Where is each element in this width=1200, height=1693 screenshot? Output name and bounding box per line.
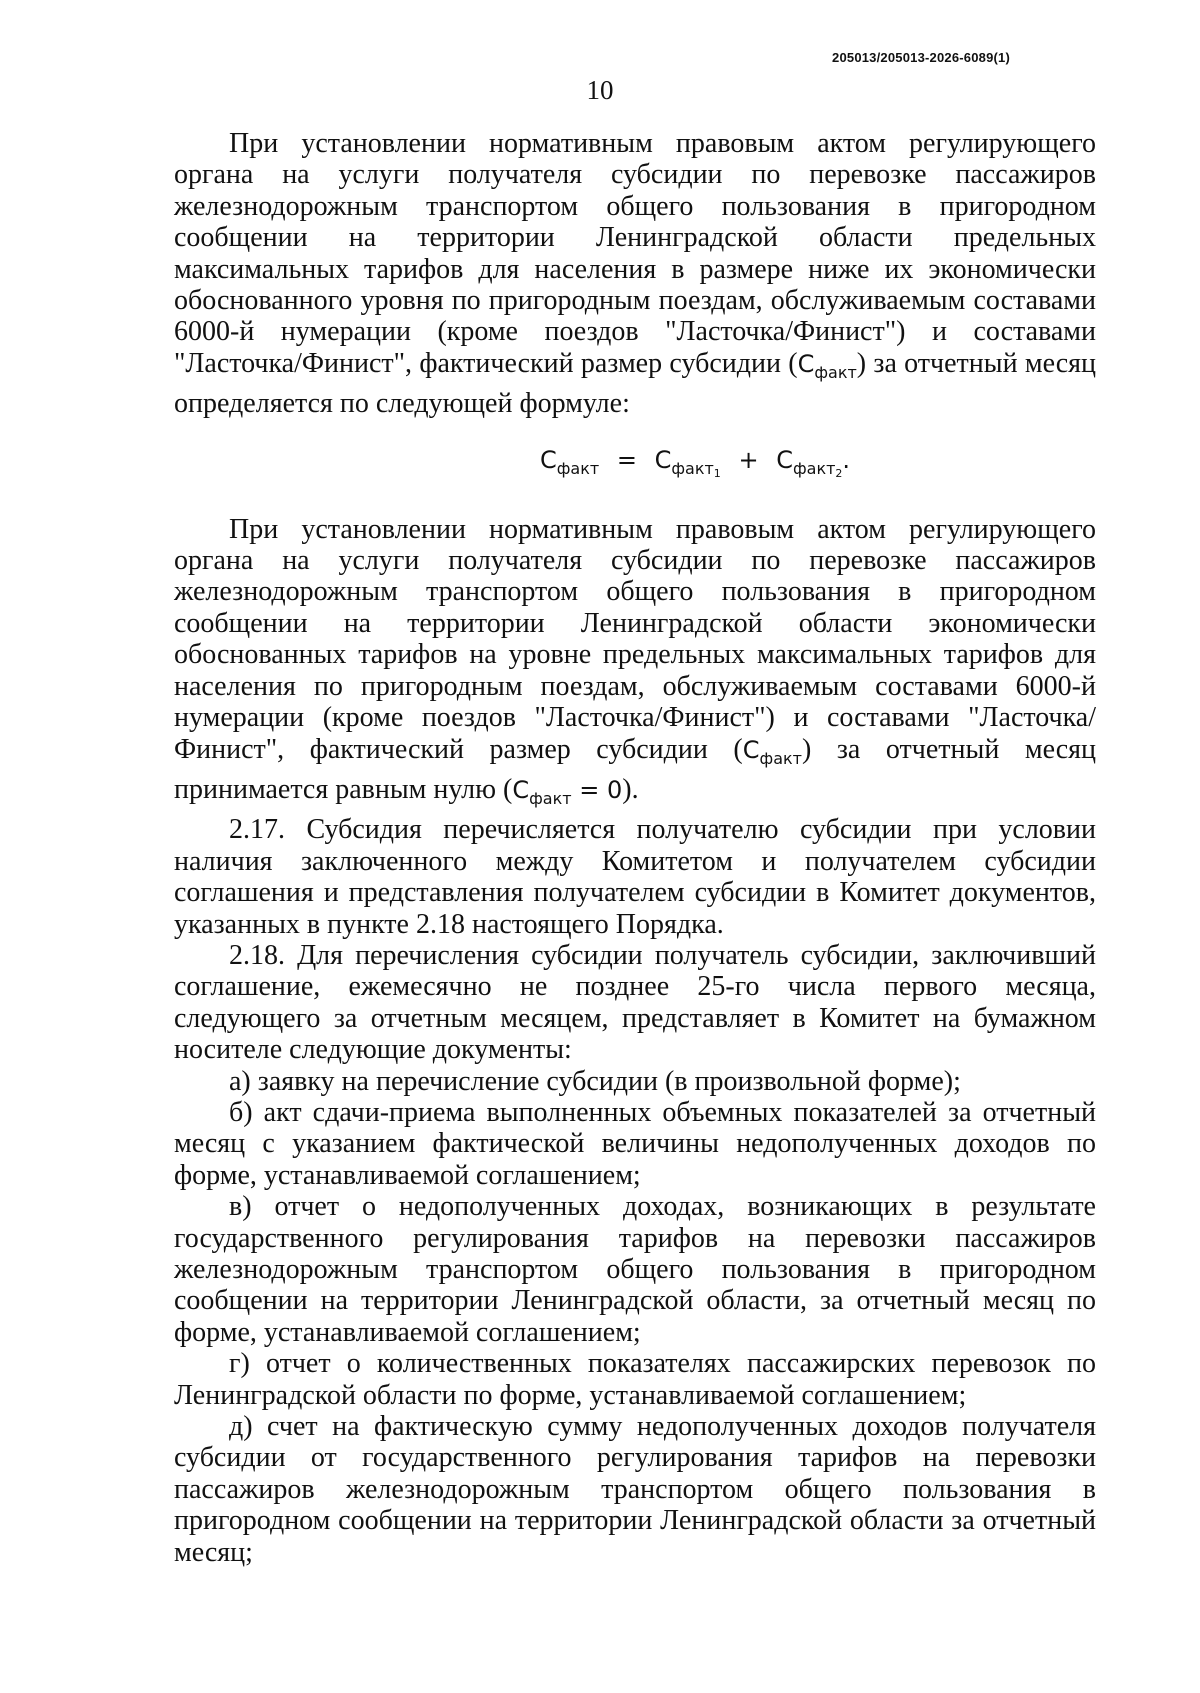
formula-c-fact-2: $С_{факт2}$	[776, 445, 843, 480]
page-number: 10	[586, 75, 614, 105]
paragraph-2-17: 2.17. Субсидия перечисляется получателю субсидии при условии наличия заключенного между Комитетом и получателем субсидии соглашения и представления получателем субсидии в Комитет документов, указанных в пункте 2.18 настоящего Порядка.	[174, 814, 1096, 940]
formula-dot: .	[842, 445, 851, 474]
list-item-a: а) заявку на перечисление субсидии (в произвольной форме);	[229, 1065, 961, 1097]
list-item-v: в) отчет о недополученных доходах, возникающих в результате государственного регулирования тарифов на перевозки пассажиров железнодорожным транспортом общего пользования в пригородном сообщении на территории Ленинградской области, за отчетный месяц по форме, устанавливаемой соглашением;	[174, 1191, 1096, 1348]
subsidy-formula	[174, 440, 1096, 494]
document-body	[174, 128, 1096, 1568]
formula-c-fact: $С_{факт}$	[539, 445, 600, 478]
paragraph-tariff-below-cost	[174, 128, 1096, 420]
paragraph-text: ) за отчетный месяц принимается равным нулю (	[174, 733, 1096, 805]
paragraph-text: ).	[622, 773, 639, 805]
document-id: 205013/205013-2026-6089(1)	[832, 50, 1010, 65]
paragraph-text: При установлении нормативным правовым актом регулирующего органа на услуги получателя субсидии по перевозке пассажиров железнодорожным транспортом общего пользования в пригородном сообщении на территории Ленинградской области предельных максимальных тарифов для населения в размере ниже их экономически обоснованного уровня по пригородным поездам, обслуживаемым составами 6000-й нумерации (кроме поездов "Ласточка/Финист") и составами "Ласточка/Финист", фактический размер субсидии (	[174, 128, 1096, 379]
list-item-g: г) отчет о количественных показателях пассажирских перевозок по Ленинградской области по форме, устанавливаемой соглашением;	[174, 1348, 1096, 1411]
paragraph-tariff-at-limit	[174, 514, 1096, 815]
symbol-c-fact: $С_{факт}$	[742, 735, 802, 768]
formula-c-fact-1: $С_{факт1}$	[654, 445, 721, 480]
formula-equals: =	[616, 445, 637, 474]
symbol-c-fact: $С_{факт}$	[797, 349, 857, 382]
paragraph-text: При установлении нормативным правовым актом регулирующего органа на услуги получателя субсидии по перевозке пассажиров железнодорожным транспортом общего пользования в пригородном сообщении на территории Ленинградской области экономически обоснованных тарифов на уровне предельных максимальных тарифов для населения по пригородным поездам, обслуживаемым составами 6000-й нумерации (кроме поездов "Ласточка/Финист") и составами "Ласточка/Финист", фактический размер субсидии (	[174, 513, 1096, 765]
symbol-c-fact-zero: $С_{факт} = 0$	[512, 775, 623, 808]
paragraph-2-18: 2.18. Для перечисления субсидии получатель субсидии, заключивший соглашение, ежемесячно не позднее 25-го числа первого месяца, следующего за отчетным месяцем, представляет в Комитет на бумажном носителе следующие документы:	[174, 939, 1096, 1066]
list-item-b: б) акт сдачи-приема выполненных объемных показателей за отчетный месяц с указанием фактической величины недополученных доходов по форме, устанавливаемой соглашением;	[174, 1096, 1096, 1191]
formula-plus: +	[738, 445, 759, 474]
list-item-d: д) счет на фактическую сумму недополученных доходов получателя субсидии от государственного регулирования тарифов на перевозки пассажиров железнодорожным транспортом общего пользования в пригородном сообщении на территории Ленинградской области за отчетный месяц;	[174, 1411, 1096, 1568]
paragraph-text: ) за отчетный месяц определяется по следующей формуле:	[174, 347, 1096, 420]
